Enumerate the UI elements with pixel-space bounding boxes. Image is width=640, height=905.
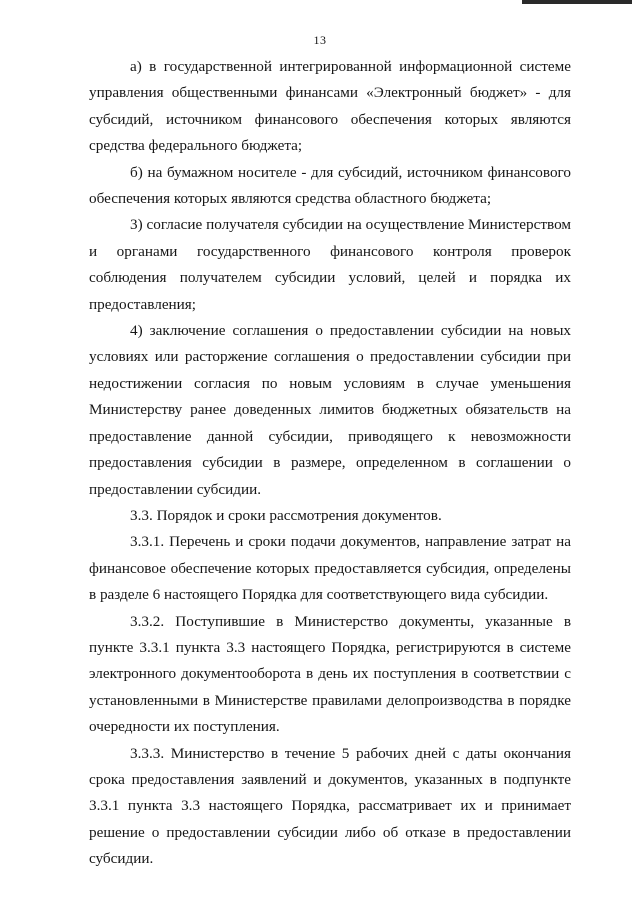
paragraph-a-electronic-budget: а) в государственной интегрированной информационной системе управления общественными финансами «Электронный бюджет» - для субсидий, источником финансового обеспечения которых являются средства федерального бюджета; (89, 58, 571, 155)
paragraph-3-recipient-consent: 3) согласие получателя субсидии на осуществление Министерством и органами государственного финансового контроля проверок соблюдения получателем субсидии условий, целей и порядка их предоставления; (89, 216, 571, 313)
paragraph-3-3-2: 3.3.2. Поступившие в Министерство документы, указанные в пункте 3.3.1 пункта 3.3 настоящего Порядка, регистрируются в системе электронного документооборота в день их поступления в соответствии с установленными в Министерстве правилами делопроизводства в порядке очередности их поступления. (89, 612, 571, 736)
page-number: 13 (313, 33, 327, 47)
document-body (89, 54, 571, 873)
paragraph-4-agreement-new-terms: 4) заключение соглашения о предоставлении субсидии на новых условиях или расторжение соглашения о предоставлении субсидии при недостижении согласия по новым условиям в случае уменьшения Министерству ранее доведенных лимитов бюджетных обязательств на предоставление данной субсидии, приводящего к невозможности предоставления субсидии в размере, определенном в соглашении о предоставлении субсидии. (89, 322, 571, 498)
paragraph-3-3-1: 3.3.1. Перечень и сроки подачи документов, направление затрат на финансовое обеспечение которых предоставляется субсидия, определены в разделе 6 настоящего Порядка для соответствующего вида субсидии. (89, 533, 571, 604)
paragraph-3-3-3: 3.3.3. Министерство в течение 5 рабочих дней с даты окончания срока предоставления заявлений и документов, указанных в подпункте 3.3.1 пункта 3.3 настоящего Порядка, рассматривает их и принимает решение о предоставлении субсидии либо об отказе в предоставлении субсидии. (89, 744, 571, 868)
paragraph-3-3-heading: 3.3. Порядок и сроки рассмотрения документов. (130, 506, 442, 524)
scan-edge-mark (522, 0, 632, 4)
paragraph-b-paper-carrier: б) на бумажном носителе - для субсидий, источником финансового обеспечения которых являются средства областного бюджета; (89, 163, 571, 208)
